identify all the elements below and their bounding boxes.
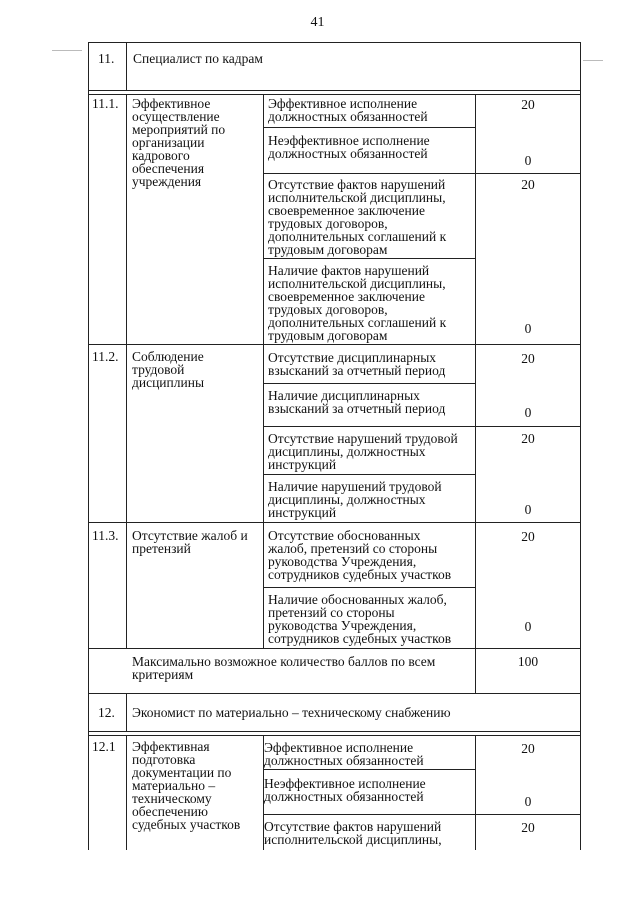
row-border bbox=[263, 173, 580, 174]
scan-edge-mark bbox=[52, 50, 82, 51]
page-number: 41 bbox=[310, 15, 325, 30]
indicator-score: 0 bbox=[524, 405, 532, 420]
indicator-text: Наличие обоснованных жалоб, претензий со стороны руководства Учреждения, сотрудников судебных участков bbox=[268, 592, 452, 646]
item-criterion: Соблюдение трудовой дисциплины bbox=[132, 349, 205, 390]
row-border bbox=[88, 90, 581, 91]
indicator-text: Неэффективное исполнение должностных обязанностей bbox=[264, 776, 426, 804]
scan-edge-mark bbox=[583, 60, 603, 61]
indicator-text: Наличие фактов нарушений исполнительской дисциплины, своевременное заключение трудовых договоров, дополнительных соглашений к трудовым договорам bbox=[268, 263, 447, 343]
indicator-score: 0 bbox=[524, 794, 532, 809]
row-border bbox=[88, 693, 581, 694]
column-divider bbox=[126, 94, 127, 648]
indicator-score: 0 bbox=[524, 153, 532, 168]
item-number: 12.1 bbox=[92, 739, 116, 754]
indicator-text: Отсутствие нарушений трудовой дисциплины, должностных инструкций bbox=[268, 431, 458, 472]
section-number: 11. bbox=[98, 51, 115, 66]
column-divider bbox=[126, 693, 127, 731]
item-criterion: Отсутствие жалоб и претензий bbox=[132, 528, 248, 556]
indicator-text: Отсутствие фактов нарушений исполнительской дисциплины, своевременное заключение трудовых договоров, дополнительных соглашений к трудовым договорам bbox=[268, 177, 447, 257]
section-number: 12. bbox=[98, 705, 115, 720]
row-border bbox=[263, 474, 475, 475]
column-divider bbox=[263, 94, 264, 648]
row-border bbox=[263, 383, 475, 384]
row-border bbox=[88, 648, 581, 649]
indicator-score: 0 bbox=[524, 619, 532, 634]
indicator-text: Эффективное исполнение должностных обязанностей bbox=[268, 96, 428, 124]
column-divider bbox=[126, 42, 127, 90]
indicator-text: Отсутствие фактов нарушений исполнительской дисциплины, bbox=[264, 819, 442, 847]
table-border-left bbox=[88, 42, 89, 850]
indicator-text: Отсутствие обоснованных жалоб, претензий со стороны руководства Учреждения, сотрудников судебных участков bbox=[268, 528, 452, 582]
item-number: 11.2. bbox=[92, 349, 119, 364]
item-criterion: Эффективная подготовка документации по материально – техническому обеспечению судебных участков bbox=[132, 739, 241, 832]
item-criterion: Эффективное осуществление мероприятий по организации кадрового обеспечения учреждения bbox=[132, 96, 226, 189]
indicator-text: Отсутствие дисциплинарных взысканий за отчетный период bbox=[268, 350, 446, 378]
total-label: Максимально возможное количество баллов по всем критериям bbox=[132, 654, 436, 682]
row-border bbox=[88, 344, 581, 345]
row-border bbox=[263, 769, 475, 770]
indicator-text: Наличие дисциплинарных взысканий за отчетный период bbox=[268, 388, 446, 416]
row-border bbox=[88, 735, 581, 736]
table-border-right bbox=[580, 42, 581, 850]
indicator-score: 0 bbox=[524, 502, 532, 517]
indicator-score: 20 bbox=[521, 820, 535, 835]
indicator-text: Неэффективное исполнение должностных обязанностей bbox=[268, 133, 430, 161]
indicator-text: Наличие нарушений трудовой дисциплины, должностных инструкций bbox=[268, 479, 442, 520]
row-border bbox=[263, 426, 580, 427]
indicator-score: 20 bbox=[521, 351, 535, 366]
item-number: 11.1. bbox=[92, 96, 119, 111]
row-border bbox=[88, 94, 581, 95]
total-score: 100 bbox=[517, 654, 539, 669]
indicator-score: 20 bbox=[521, 177, 535, 192]
row-border bbox=[263, 127, 475, 128]
indicator-score: 20 bbox=[521, 741, 535, 756]
row-border bbox=[88, 42, 581, 43]
indicator-score: 0 bbox=[524, 321, 532, 336]
indicator-score: 20 bbox=[521, 529, 535, 544]
row-border bbox=[88, 731, 581, 732]
section-title: Экономист по материально – техническому снабжению bbox=[132, 705, 451, 720]
row-border bbox=[88, 522, 581, 523]
item-number: 11.3. bbox=[92, 528, 119, 543]
criteria-table bbox=[88, 42, 581, 850]
indicator-score: 20 bbox=[521, 97, 535, 112]
indicator-score: 20 bbox=[521, 431, 535, 446]
column-divider bbox=[126, 735, 127, 850]
row-border bbox=[263, 587, 475, 588]
row-border bbox=[263, 258, 475, 259]
section-title: Специалист по кадрам bbox=[133, 51, 263, 66]
row-border bbox=[263, 814, 580, 815]
indicator-text: Эффективное исполнение должностных обязанностей bbox=[264, 740, 424, 768]
